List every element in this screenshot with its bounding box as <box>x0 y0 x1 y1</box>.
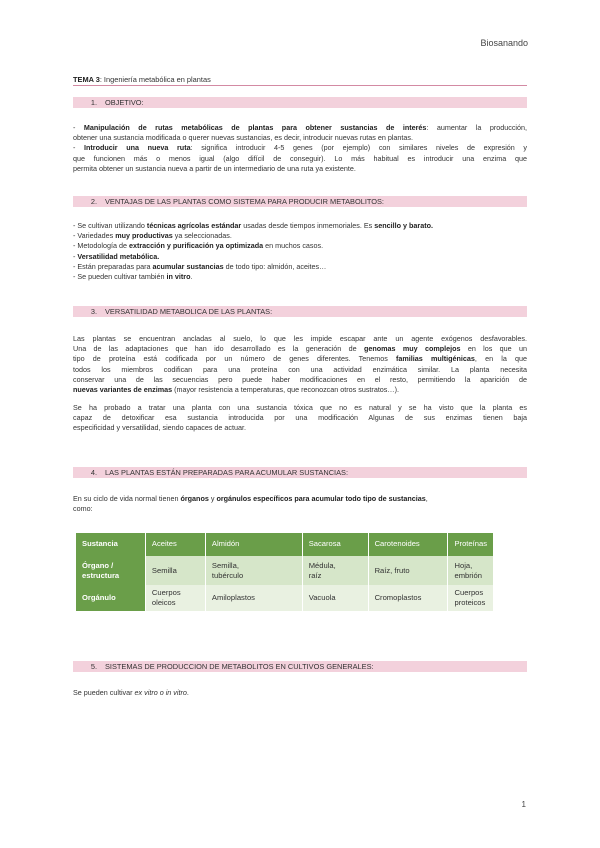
versatilidad-paragraph-1: Las plantas se encuentran ancladas al suelo, lo que les impide escapar ante un agente exógenos desfavorables. Una de las adaptaciones que han ido desarrollado es la generación de genomas muy complejos en los que un tipo de proteína está codificada por un número de genes diferentes. Tenemos familias multigénicas, en la que todos los miembros codifican para una proteína con una actividad enzimática similar. La planta necesita conservar una de las secuencias pero puede haber modificaciones en el resto, permitiendo la aparición de nuevas variantes de enzimas (mayor resistencia a temperaturas, que reconozcan otros sustratos…). <box>73 334 528 395</box>
metabolite-table <box>75 533 493 611</box>
table-header-cell: Sacarosa <box>302 533 368 556</box>
table-row-label: Órgano / estructura <box>76 556 146 585</box>
section-heading-objetivo: 1. OBJETIVO: <box>73 97 527 108</box>
title-underline <box>73 85 527 86</box>
page-number: 1 <box>521 800 526 809</box>
table-header-cell: Sustancia <box>76 533 146 556</box>
list-item: - Versatilidad metabólica. <box>73 251 160 261</box>
list-item: - Están preparadas para acumular sustancias de todo tipo: almidón, aceites… <box>73 261 327 271</box>
table-cell: Cuerpos oleicos <box>145 585 205 611</box>
table-cell: Raíz, fruto <box>368 556 448 585</box>
table-row-label: Orgánulo <box>76 585 146 611</box>
table-header-cell: Proteínas <box>448 533 493 556</box>
table-cell: Semilla <box>145 556 205 585</box>
table-header-cell: Aceites <box>145 533 205 556</box>
table-cell: Cuerpos proteicos <box>448 585 493 611</box>
list-item: - Se cultivan utilizando técnicas agrícolas estándar usadas desde tiempos inmemoriales. Es sencillo y barato. <box>73 221 433 230</box>
table-cell: Hoja, embrión <box>448 556 493 585</box>
acumular-paragraph: En su ciclo de vida normal tienen órganos y orgánulos específicos para acumular todo tipo de sustancias, como: <box>73 494 428 514</box>
table-header-cell: Almidón <box>205 533 302 556</box>
table-cell: Cromoplastos <box>368 585 448 611</box>
list-item: - Variedades muy productivas ya seleccionadas. <box>73 231 232 241</box>
table-cell: Semilla, tubérculo <box>205 556 302 585</box>
list-item: - Metodología de extracción y purificación ya optimizada en muchos casos. <box>73 241 324 251</box>
table-header-cell: Carotenoides <box>368 533 448 556</box>
table-cell: Amiloplastos <box>205 585 302 611</box>
sistemas-paragraph: Se pueden cultivar ex vitro o in vitro. <box>73 688 189 697</box>
versatilidad-paragraph-2: Se ha probado a tratar una planta con una sustancia tóxica que no es natural y se ha visto que la planta es capaz de detoxificar esa sustancia introducida por una modificación Algunas de sus enzimas tienen baja especificidad y versatilidad, siendo capaces de actuar. <box>73 403 527 433</box>
table-row <box>76 556 494 585</box>
objetivo-paragraph: - Manipulación de rutas metabólicas de plantas para obtener sustancias de interés: aumentar la producción, obtener una sustancia modificada o querer nuevas sustancias, es decir, introducir nuevas rutas en plantas. - Introducir una nueva ruta: significa introducir 4-5 genes (por ejemplo) con similares niveles de expresión y que funcionen más o menos igual (algo difícil de conseguir). Lo más habitual es introducir una enzima que permita obtener un sustancia nueva a partir de un intermediario de una ruta ya existente. <box>73 123 528 173</box>
table-cell: Vacuola <box>302 585 368 611</box>
table-header-row <box>76 533 494 556</box>
header-brand: Biosanando <box>480 38 528 48</box>
section-heading-versatilidad: 3. VERSATILIDAD METABOLICA DE LAS PLANTAS: <box>73 306 527 317</box>
ventajas-list <box>73 221 527 282</box>
table-cell: Médula, raíz <box>302 556 368 585</box>
section-heading-sistemas: 5. SISTEMAS DE PRODUCCION DE METABOLITOS EN CULTIVOS GENERALES: <box>73 661 527 672</box>
section-heading-ventajas: 2. VENTAJAS DE LAS PLANTAS COMO SISTEMA PARA PRODUCIR METABOLITOS: <box>73 196 527 207</box>
table-row <box>76 585 494 611</box>
section-heading-acumular: 4. LAS PLANTAS ESTÁN PREPARADAS PARA ACUMULAR SUSTANCIAS: <box>73 467 527 478</box>
document-title: TEMA 3: Ingeniería metabólica en plantas <box>73 75 211 84</box>
list-item: - Se pueden cultivar también in vitro. <box>73 272 193 282</box>
